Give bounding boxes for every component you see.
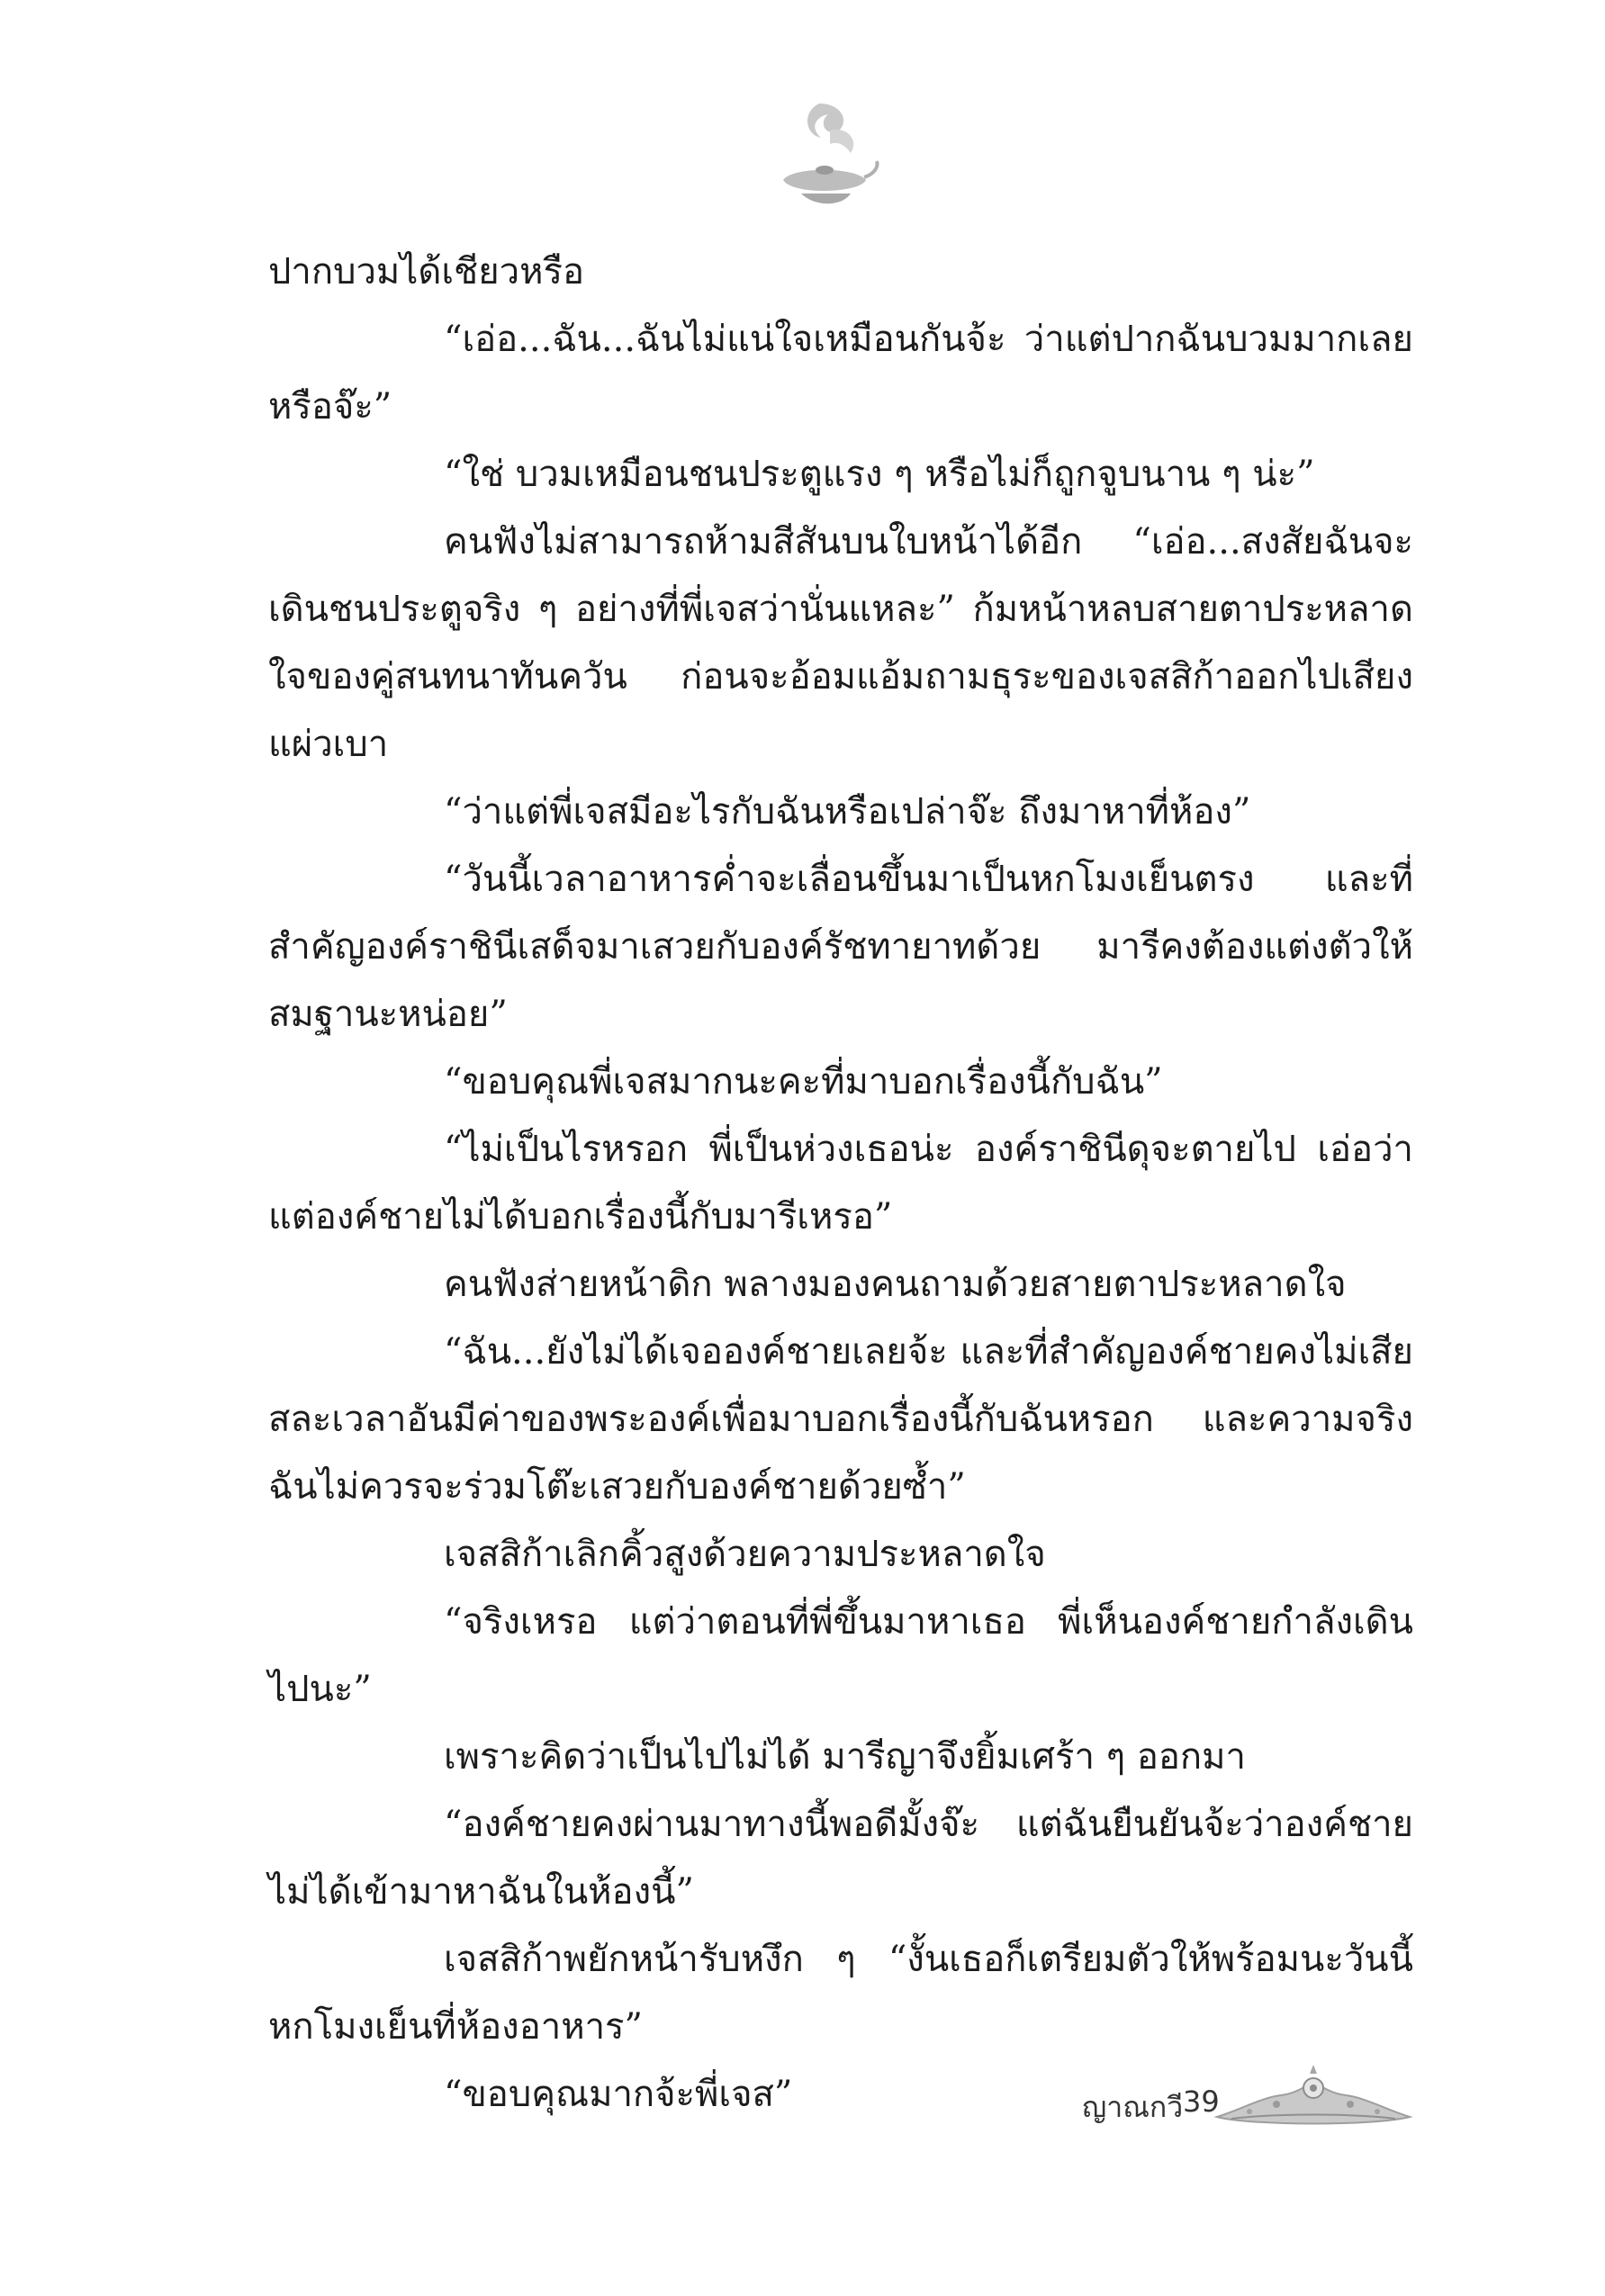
teapot-ornament-icon (765, 95, 882, 230)
footer-author: ญาณกวี (1082, 2090, 1184, 2124)
paragraph: “ฉัน...ยังไม่ได้เจอองค์ชายเลยจ้ะ และที่สำคัญองค์ชายคงไม่เสียสละเวลาอันมีค่าของพระองค์เพื่อมาบอกเรื่องนี้กับฉันหรอก และความจริงฉันไม่ควรจะร่วมโต๊ะเสวยกับองค์ชายด้วยซ้ำ” (268, 1331, 1413, 1508)
paragraph: “ว่าแต่พี่เจสมีอะไรกับฉันหรือเปล่าจ๊ะ ถึงมาหาที่ห้อง” (444, 791, 1251, 833)
body-text (268, 239, 1413, 2129)
page-number: 39 (1183, 2084, 1220, 2119)
paragraph: “องค์ชายคงผ่านมาทางนี้พอดีมั้งจ๊ะ แต่ฉันยืนยันจ้ะว่าองค์ชายไม่ได้เข้ามาหาฉันในห้องนี้” (268, 1804, 1413, 1913)
paragraph: เพราะคิดว่าเป็นไปไม่ได้ มารีญาจึงยิ้มเศร้า ๆ ออกมา (444, 1736, 1246, 1778)
paragraph: ปากบวมได้เชียวหรือ (268, 251, 584, 293)
paragraph: เจสสิก้าเลิกคิ้วสูงด้วยความประหลาดใจ (444, 1534, 1046, 1575)
paragraph: “ไม่เป็นไรหรอก พี่เป็นห่วงเธอน่ะ องค์ราชินีดุจะตายไป เอ่อว่าแต่องค์ชายไม่ได้บอกเรื่องนี้กับมารีเหรอ” (268, 1129, 1413, 1238)
paragraph: คนฟังไม่สามารถห้ามสีสันบนใบหน้าได้อีก “เอ่อ...สงสัยฉันจะเดินชนประตูจริง ๆ อย่างที่พี่เจสว่านั่นแหละ” ก้มหน้าหลบสายตาประหลาดใจของคู่สนทนาทันควัน ก่อนจะอ้อมแอ้มถามธุระของเจสสิก้าออกไปเสียงแผ่วเบา (268, 521, 1413, 765)
tiara-icon (1213, 2061, 1413, 2133)
paragraph: คนฟังส่ายหน้าดิก พลางมองคนถามด้วยสายตาประหลาดใจ (444, 1264, 1347, 1305)
page-footer (990, 2061, 1422, 2142)
paragraph: “จริงเหรอ แต่ว่าตอนที่พี่ขึ้นมาหาเธอ พี่เห็นองค์ชายกำลังเดินไปนะ” (268, 1601, 1413, 1710)
paragraph: “วันนี้เวลาอาหารค่ำจะเลื่อนขึ้นมาเป็นหกโมงเย็นตรง และที่สำคัญองค์ราชินีเสด็จมาเสวยกับองค์รัชทายาทด้วย มารีคงต้องแต่งตัวให้สมฐานะหน่อย” (268, 859, 1413, 1035)
paragraph: เจสสิก้าพยักหน้ารับหงึก ๆ “งั้นเธอก็เตรียมตัวให้พร้อมนะวันนี้หกโมงเย็นที่ห้องอาหาร” (268, 1939, 1413, 2048)
paragraph: “เอ่อ...ฉัน...ฉันไม่แน่ใจเหมือนกันจ้ะ ว่าแต่ปากฉันบวมมากเลยหรือจ๊ะ” (268, 319, 1413, 428)
paragraph: “ขอบคุณพี่เจสมากนะคะที่มาบอกเรื่องนี้กับฉัน” (444, 1061, 1163, 1103)
paragraph: “ขอบคุณมากจ้ะพี่เจส” (444, 2074, 793, 2115)
paragraph: “ใช่ บวมเหมือนชนประตูแรง ๆ หรือไม่ก็ถูกจูบนาน ๆ น่ะ” (444, 454, 1315, 495)
